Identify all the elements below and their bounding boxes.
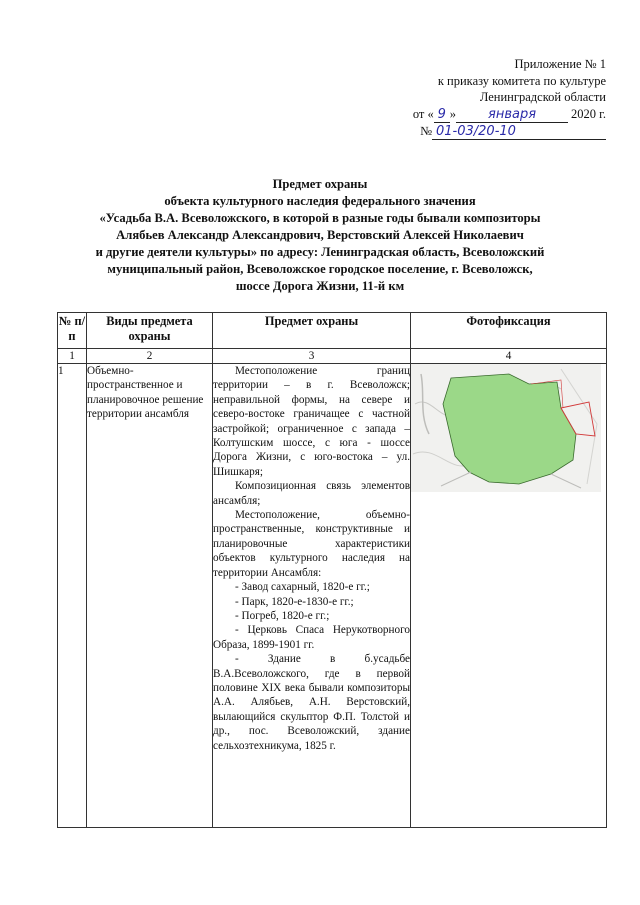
header-type: Виды предмета охраны — [87, 313, 213, 349]
annex-region-line: Ленинградской области — [479, 90, 606, 104]
handwritten-day: 9 — [434, 108, 450, 123]
territory-map-image — [411, 364, 601, 492]
subject-paragraph: - Церковь Спаса Нерукотворного Образа, 1899-1901 гг. — [213, 624, 410, 651]
row-number: 1 — [58, 364, 87, 828]
annex-date-line: от « 9 » января 2020 г. — [412, 106, 606, 122]
annex-title: Приложение № 1 — [514, 57, 606, 71]
handwritten-order-number: 01-03/20-10 — [432, 125, 606, 140]
header-photo: Фотофиксация — [411, 313, 607, 349]
document-title: Предмет охраны объекта культурного наследия федерального значения «Усадьба В.А. Всеволожского, в которой в разные годы бывали композиторы Алябьев Александр Александрович, Верстовский Алексей Николаевич и другие деятели культуры» по адресу: Ленинградская область, Всеволожский муниципальный район, Всеволожское городское поселение, г. Всеволожск, шоссе Дорога Жизни, 11-й км — [95, 177, 545, 293]
subject-paragraph: Местоположение границ территории – в г. Всеволожск; неправильной формы, на севере и северо-востоке граничащее с частной застройкой; ограниченное с запада – Колтушским шоссе, с юга - шоссе Дорога Жизни, с юго-востока – ул. Шишкаря; — [213, 365, 410, 478]
row-type: Объемно-пространственное и планировочное решение территории ансамбля — [87, 364, 213, 828]
subject-paragraph: - Погреб, 1820-е гг.; — [235, 609, 330, 622]
annex-year: 2020 г. — [571, 106, 606, 121]
subject-paragraph: Композиционная связь элементов ансамбля; — [213, 480, 410, 507]
subject-paragraph: - Парк, 1820-е-1830-е гг.; — [235, 595, 354, 608]
handwritten-month: января — [456, 108, 568, 123]
annex-order-line: к приказу комитета по культуре — [437, 73, 606, 88]
column-number-row: 1 2 3 4 — [58, 349, 607, 364]
row-photo — [411, 364, 607, 828]
row-subject — [213, 364, 411, 828]
subject-paragraph: - Завод сахарный, 1820-е гг.; — [235, 581, 370, 594]
header-number: № п/п — [58, 313, 87, 349]
annex-header — [366, 56, 606, 140]
header-subject: Предмет охраны — [213, 313, 411, 349]
table-row — [58, 364, 607, 828]
subject-paragraph: Местоположение, объемно-пространственные, конструктивные и планировочные характеристики объектов культурного наследия на территории Ансамбля: — [213, 509, 410, 579]
annex-number-line: № 01-03/20-10 — [366, 123, 606, 140]
protection-subject-table — [57, 312, 607, 828]
table-header-row — [58, 313, 607, 349]
subject-paragraph: - Здание в б.усадьбе В.А.Всеволожского, где в первой половине XIX века бывали композиторы А.А. Алябьев, А.Н. Верстовский, вылающийся скульптор Ф.П. Толстой и др., пос. Всеволожский, здание сельхозтехникума, 1825 г. — [213, 653, 410, 752]
